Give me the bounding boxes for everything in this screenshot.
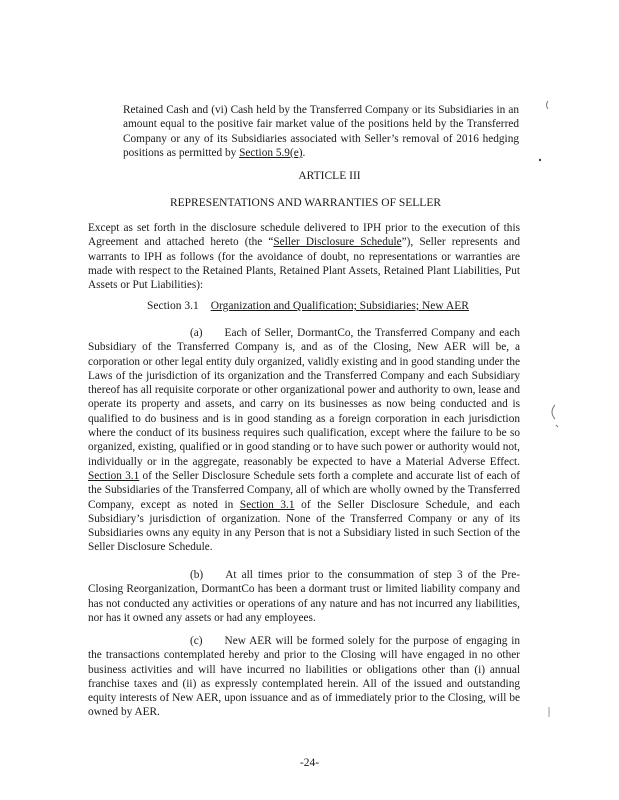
article-title: REPRESENTATIONS AND WARRANTIES OF SELLER <box>169 197 442 209</box>
text-run: of the Seller Disclosure Schedule, and each Subsidiary’s jurisdiction of organization. None of the Transferred Company or any of its Subsidiaries owns any equity in any Person that is not a Subsidiary listed in such Section of the Seller Disclosure Schedule. <box>88 498 520 554</box>
text-run: Retained Cash and (vi) Cash held by the Transferred Company or its Subsidiaries in an amount equal to the positive fair market value of the positions held by the Transferred Company or any of its Subsidiaries associated with Seller’s removal of 2016 hedging positions as permitted by <box>123 104 519 159</box>
defined-term: Seller Disclosure Schedule <box>273 236 402 249</box>
text-run: New AER will be formed solely for the purpose of engaging in the transactions contemplated hereby and prior to the Closing will have engaged in no other business activities and will have incurred no liabilities or obligations other than (i) annual franchise taxes and (ii) as expressly contemplated herein. All of the issued and outstanding equity interests of New AER, upon issuance and as of immediately prior to the Closing, will be owned by AER. <box>88 635 520 719</box>
paragraph-label: (a) <box>190 327 203 339</box>
text-run: . <box>302 146 306 159</box>
text-run: Each of Seller, DormantCo, the Transferred Company and each Subsidiary of the Transferred Company is, and as of the Closing, New AER will be, a corporation or other legal entity duly organized, validly existing and in good standing under the Laws of the jurisdiction of its organization and the Transferred Company and each Subsidiary thereof has all requisite corporate or other organizational power and authority to own, lease and operate its property and assets, and carry on its businesses as now being conducted and is qualified to do business and is in good standing as a foreign corporation in each jurisdiction where the conduct of its business requires such qualification, except where the failure to be so organized, existing, qualified or in good standing or to have such power or authority would not, individually or in the aggregate, reasonably be expected to have a Material Adverse Effect. <box>88 327 520 468</box>
text-run: ”), Seller represents and warrants to IPH as follows (for the avoidance of doubt, no representations or warranties are made with respect to the Retained Plants, Retained Plant Assets, Retained Plant Liabilities, Put Assets or Put Liabilities): <box>88 236 520 292</box>
section-reference: Section 3.1 <box>88 469 140 482</box>
section-title: Organization and Qualification; Subsidiaries; New AER <box>210 300 469 312</box>
text-run: Except as set forth in the disclosure schedule delivered to IPH prior to the execution of this Agreement and attached hereto (the “ <box>88 222 520 249</box>
paragraph-label: (c) <box>190 635 203 647</box>
page-number: -24- <box>299 757 320 769</box>
section-reference: Section 5.9(e) <box>239 146 303 159</box>
article-number: ARTICLE III <box>298 170 361 182</box>
text-run: of the Seller Disclosure Schedule sets forth a complete and accurate list of each of the Subsidiaries of the Transferred Company, all of which are wholly owned by the Transferred Company, except as noted in <box>88 469 520 511</box>
section-reference: Section 3.1 <box>239 498 295 511</box>
paragraph-label: (b) <box>190 569 204 581</box>
section-number: Section 3.1 <box>147 300 199 312</box>
text-run: At all times prior to the consummation of step 3 of the Pre-Closing Reorganization, DormantCo has been a dormant trust or limited liability company and has not conducted any activities or operations of any nature and has not incurred any liabilities, nor has it owned any assets or had any employees. <box>88 569 520 624</box>
